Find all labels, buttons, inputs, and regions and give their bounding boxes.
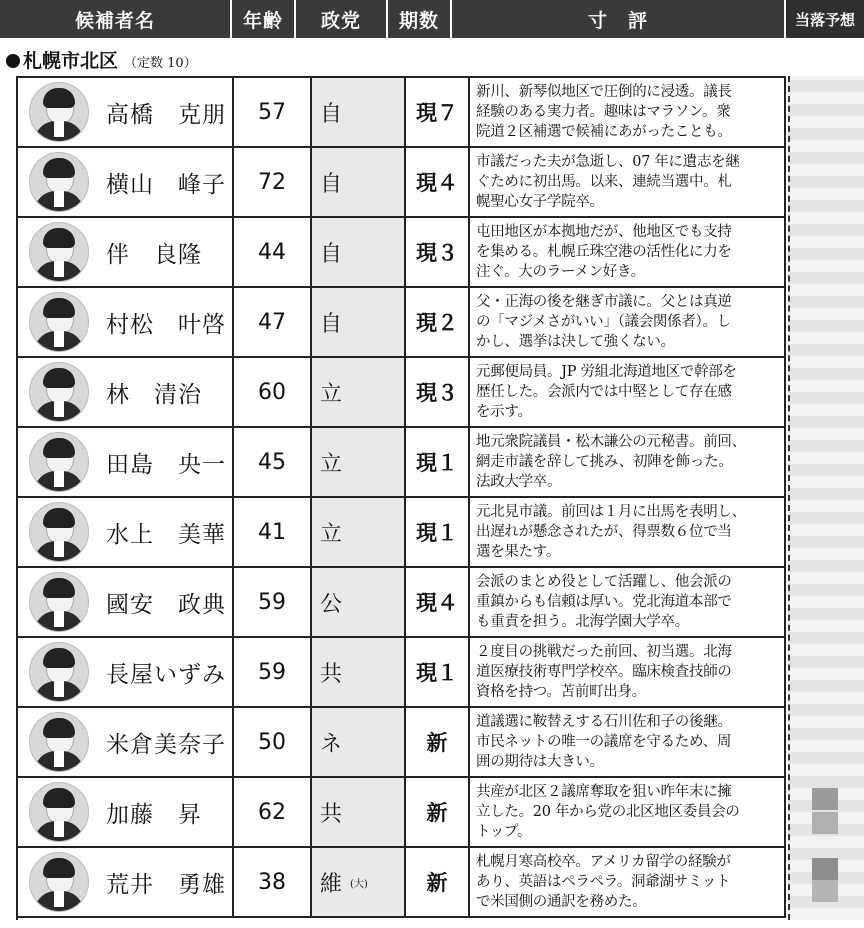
comment-line: 父・正海の後を継ぎ市議に。父とは真逆 — [476, 294, 732, 310]
comment-line: 網走市議を辞して挑み、初陣を飾った。 — [476, 454, 733, 470]
candidate-name: 水上 美華 — [100, 498, 234, 566]
table-row — [18, 778, 786, 848]
comment-line: ２度目の挑戦だった前回、初当選。北海 — [476, 644, 732, 660]
table-row — [18, 358, 786, 428]
comment-line: 道医療技術専門学校卒。臨床検査技師の — [476, 664, 732, 680]
party-label: 維 — [320, 871, 343, 897]
header-name: 候補者名 — [0, 0, 232, 38]
candidate-age: 44 — [234, 218, 312, 286]
photo-cell — [18, 428, 100, 496]
candidate-photo — [29, 502, 89, 562]
party-label: 立 — [320, 521, 343, 547]
candidate-party — [312, 218, 406, 286]
candidate-photo — [29, 852, 89, 912]
candidate-age: 47 — [234, 288, 312, 356]
table-row — [18, 638, 786, 708]
candidate-terms: 現３ — [406, 218, 470, 286]
table-row — [18, 708, 786, 778]
candidate-comment — [470, 358, 786, 426]
comment-line: 院道２区補選で候補にあがったことも。 — [476, 124, 732, 140]
comment-line: ぐために初出馬。以来、連続当選中。札 — [476, 174, 732, 190]
party-label: 自 — [320, 241, 343, 267]
comment-line: も重責を担う。北海学園大学卒。 — [476, 614, 689, 630]
candidate-comment — [470, 568, 786, 636]
photo-cell — [18, 148, 100, 216]
candidate-name: 村松 叶啓 — [100, 288, 234, 356]
comment-line: 歴任した。会派内では中堅として存在感 — [476, 384, 732, 400]
comment-line: 幌聖心女子学院卒。 — [476, 194, 604, 210]
candidate-photo — [29, 782, 89, 842]
candidate-terms: 現１ — [406, 638, 470, 706]
candidate-terms: 新 — [406, 778, 470, 846]
party-label: 自 — [320, 311, 343, 337]
candidate-age: 59 — [234, 638, 312, 706]
candidate-table — [16, 76, 786, 920]
candidate-comment — [470, 708, 786, 776]
candidate-photo — [29, 572, 89, 632]
prediction-column — [788, 76, 864, 920]
candidate-photo — [29, 222, 89, 282]
header-comment: 寸 評 — [452, 0, 786, 38]
photo-cell — [18, 78, 100, 146]
candidate-photo — [29, 432, 89, 492]
candidate-party — [312, 78, 406, 146]
candidate-party — [312, 568, 406, 636]
candidate-age: 59 — [234, 568, 312, 636]
party-label: ネ — [320, 731, 343, 757]
candidate-name: 加藤 昇 — [100, 778, 234, 846]
candidate-terms: 現４ — [406, 568, 470, 636]
table-row — [18, 148, 786, 218]
comment-line: かし、選挙は決して強くない。 — [476, 334, 675, 350]
candidate-party — [312, 638, 406, 706]
candidate-age: 50 — [234, 708, 312, 776]
candidate-name: 國安 政典 — [100, 568, 234, 636]
bullet-icon — [6, 54, 20, 68]
candidate-age: 62 — [234, 778, 312, 846]
photo-cell — [18, 778, 100, 846]
comment-line: トップ。 — [476, 824, 532, 840]
header-terms: 期数 — [388, 0, 452, 38]
district-title — [6, 46, 197, 73]
candidate-name: 米倉美奈子 — [100, 708, 234, 776]
comment-line: 屯田地区が本拠地だが、他地区でも支持 — [476, 224, 732, 240]
party-label: 自 — [320, 171, 343, 197]
photo-cell — [18, 288, 100, 356]
party-label: 公 — [320, 591, 343, 617]
district-quota: （定数 10） — [124, 56, 197, 71]
candidate-name: 荒井 勇雄 — [100, 848, 234, 916]
photo-cell — [18, 708, 100, 776]
photo-cell — [18, 218, 100, 286]
comment-line: 市議だった夫が急逝し、07 年に遺志を継 — [476, 154, 740, 170]
candidate-age: 57 — [234, 78, 312, 146]
comment-line: で米国側の通訳を務めた。 — [476, 894, 647, 910]
district-name: 札幌市北区 — [23, 50, 119, 72]
comment-line: 札幌月寒高校卒。アメリカ留学の経験が — [476, 854, 731, 870]
candidate-name: 横山 峰子 — [100, 148, 234, 216]
table-row — [18, 498, 786, 568]
candidate-comment — [470, 78, 786, 146]
comment-line: 資格を持つ。苫前町出身。 — [476, 684, 646, 700]
table-row — [18, 568, 786, 638]
comment-line: 経験のある実力者。趣味はマラソン。衆 — [476, 104, 731, 120]
candidate-comment — [470, 218, 786, 286]
party-label: 自 — [320, 101, 343, 127]
candidate-party — [312, 148, 406, 216]
header-party: 政党 — [296, 0, 388, 38]
candidate-terms: 新 — [406, 708, 470, 776]
prediction-mark — [812, 812, 838, 834]
header-age: 年齢 — [232, 0, 296, 38]
table-row — [18, 428, 786, 498]
photo-cell — [18, 358, 100, 426]
candidate-comment — [470, 428, 786, 496]
comment-line: 道議選に鞍替えする石川佐和子の後継。 — [476, 714, 732, 730]
candidate-party — [312, 848, 406, 916]
comment-line: 出遅れが懸念されたが、得票数６位で当 — [476, 524, 732, 540]
candidate-age: 60 — [234, 358, 312, 426]
candidate-photo — [29, 82, 89, 142]
candidate-terms: 現３ — [406, 358, 470, 426]
candidate-photo — [29, 292, 89, 352]
comment-line: 注ぐ。大のラーメン好き。 — [476, 264, 645, 280]
candidate-comment — [470, 778, 786, 846]
candidate-comment — [470, 848, 786, 916]
candidate-age: 72 — [234, 148, 312, 216]
candidate-terms: 現２ — [406, 288, 470, 356]
candidate-name: 高橋 克朋 — [100, 78, 234, 146]
comment-line: 元郵便局員。JP 労組北海道地区で幹部を — [476, 364, 737, 380]
comment-line: 市民ネットの唯一の議席を守るため、周 — [476, 734, 732, 750]
comment-line: の「マジメさがいい」（議会関係者）。し — [476, 314, 731, 330]
candidate-comment — [470, 498, 786, 566]
prediction-mark — [812, 788, 838, 810]
prediction-mark — [812, 858, 838, 880]
comment-line: を集める。札幌丘珠空港の活性化に力を — [476, 244, 732, 260]
table-row — [18, 848, 786, 918]
candidate-comment — [470, 288, 786, 356]
party-note: (大) — [350, 878, 368, 890]
comment-line: 選を果たす。 — [476, 544, 561, 560]
party-label: 共 — [320, 801, 343, 827]
table-row — [18, 78, 786, 148]
candidate-party — [312, 778, 406, 846]
candidate-party — [312, 288, 406, 356]
party-label: 立 — [320, 381, 343, 407]
candidate-terms: 現７ — [406, 78, 470, 146]
candidate-terms: 現４ — [406, 148, 470, 216]
party-label: 立 — [320, 451, 343, 477]
candidate-party — [312, 428, 406, 496]
comment-line: 元北見市議。前回は１月に出馬を表明し、 — [476, 504, 746, 520]
candidate-party — [312, 708, 406, 776]
candidate-terms: 現１ — [406, 498, 470, 566]
comment-line: 地元衆院議員・松木謙公の元秘書。前回、 — [476, 434, 746, 450]
comment-line: 会派のまとめ役として活躍し、他会派の — [476, 574, 732, 590]
candidate-party — [312, 498, 406, 566]
table-row — [18, 288, 786, 358]
photo-cell — [18, 568, 100, 636]
prediction-mark — [812, 880, 838, 902]
comment-line: あり、英語はペラペラ。洞爺湖サミット — [476, 874, 731, 890]
comment-line: 共産が北区２議席奪取を狙い昨年末に擁 — [476, 784, 732, 800]
candidate-comment — [470, 148, 786, 216]
candidate-name: 長屋いずみ — [100, 638, 234, 706]
comment-line: を示す。 — [476, 404, 532, 420]
candidate-age: 45 — [234, 428, 312, 496]
candidate-photo — [29, 362, 89, 422]
candidate-terms: 現１ — [406, 428, 470, 496]
comment-line: 重鎮からも信頼は厚い。党北海道本部で — [476, 594, 732, 610]
comment-line: 囲の期待は大きい。 — [476, 754, 604, 770]
candidate-age: 38 — [234, 848, 312, 916]
comment-line: 新川、新琴似地区で圧倒的に浸透。議長 — [476, 84, 732, 100]
candidate-age: 41 — [234, 498, 312, 566]
comment-line: 立した。20 年から党の北区地区委員会の — [476, 804, 740, 820]
candidate-name: 伴 良隆 — [100, 218, 234, 286]
table-header — [0, 0, 864, 38]
candidate-terms: 新 — [406, 848, 470, 916]
photo-cell — [18, 638, 100, 706]
candidate-party — [312, 358, 406, 426]
candidate-name: 田島 央一 — [100, 428, 234, 496]
candidate-photo — [29, 712, 89, 772]
photo-cell — [18, 498, 100, 566]
candidate-comment — [470, 638, 786, 706]
header-prediction: 当落予想 — [786, 0, 864, 38]
table-row — [18, 218, 786, 288]
candidate-photo — [29, 152, 89, 212]
photo-cell — [18, 848, 100, 916]
comment-line: 法政大学卒。 — [476, 474, 562, 490]
candidate-name: 林 清治 — [100, 358, 234, 426]
party-label: 共 — [320, 661, 343, 687]
candidate-photo — [29, 642, 89, 702]
